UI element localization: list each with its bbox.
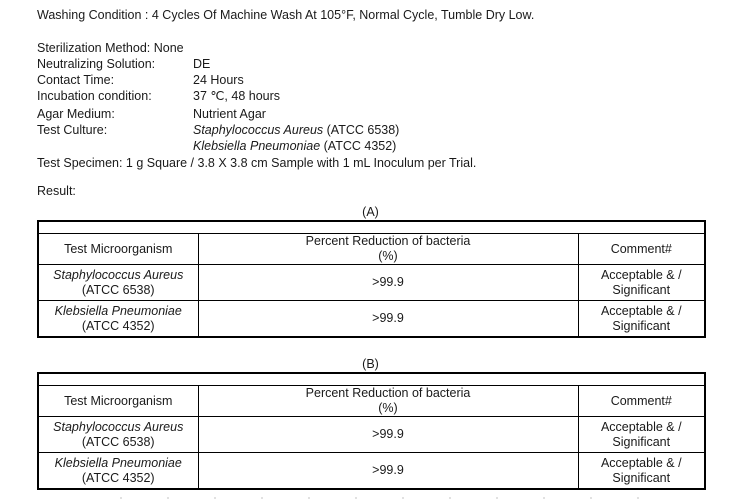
col-header-comment: Comment# — [578, 234, 705, 265]
table-row — [38, 265, 705, 301]
strain-id: (ATCC 4352) — [81, 470, 155, 485]
microorganism-cell — [38, 301, 198, 338]
result-section-a — [37, 196, 704, 338]
test-specimen-text: Test Specimen: 1 g Square / 3.8 X 3.8 cm Sample with 1 mL Inoculum per Trial. — [37, 156, 477, 170]
organism-name: Klebsiella Pneumoniae — [54, 455, 182, 470]
test-culture-value — [193, 122, 399, 138]
result-section-b — [37, 350, 704, 490]
test-conditions-block — [37, 40, 476, 171]
param-label-empty — [37, 138, 193, 154]
blank-cell — [38, 373, 705, 386]
param-value: 24 Hours — [193, 73, 244, 87]
param-label: Incubation condition: — [37, 89, 152, 103]
reduction-cell: >99.9 — [198, 417, 578, 453]
col-header-reduction — [198, 234, 578, 265]
strain-id: (ATCC 6538) — [81, 282, 155, 297]
param-row-agar-medium — [37, 106, 476, 122]
comment-line1: Acceptable & / — [600, 455, 682, 470]
strain-id: (ATCC 6538) — [323, 123, 400, 137]
param-label: Neutralizing Solution: — [37, 57, 156, 71]
reduction-cell: >99.9 — [198, 265, 578, 301]
comment-cell — [578, 417, 705, 453]
comment-line1: Acceptable & / — [600, 419, 682, 434]
organism-name: Staphylococcus Aureus — [193, 123, 324, 137]
clipped-next-line-remnant — [120, 497, 680, 499]
result-label: Result: — [37, 184, 76, 198]
param-label: Agar Medium: — [37, 107, 115, 121]
col-header-reduction-line2: (%) — [378, 401, 398, 415]
col-header-microorganism: Test Microorganism — [38, 386, 198, 417]
table-row — [38, 301, 705, 338]
table-row — [38, 453, 705, 490]
comment-line2: Significant — [612, 318, 671, 333]
param-row-test-culture — [37, 122, 476, 138]
table-blank-row — [38, 373, 705, 386]
comment-cell — [578, 453, 705, 490]
comment-line1: Acceptable & / — [600, 303, 682, 318]
strain-id: (ATCC 4352) — [320, 139, 397, 153]
col-header-reduction-line2: (%) — [378, 249, 398, 263]
col-header-microorganism: Test Microorganism — [38, 234, 198, 265]
result-table-b — [37, 372, 706, 490]
organism-name: Klebsiella Pneumoniae — [54, 303, 182, 318]
organism-name: Staphylococcus Aureus — [53, 419, 184, 434]
param-row-test-culture-2 — [37, 138, 476, 154]
blank-cell — [38, 221, 705, 234]
comment-cell — [578, 265, 705, 301]
param-row-neutralizing-solution — [37, 56, 476, 72]
col-header-reduction-line1: Percent Reduction of bacteria — [305, 234, 471, 248]
param-label: Test Culture: — [37, 123, 108, 137]
microorganism-cell — [38, 453, 198, 490]
col-header-comment: Comment# — [578, 386, 705, 417]
col-header-reduction-line1: Percent Reduction of bacteria — [305, 386, 471, 400]
param-row-incubation-condition — [37, 88, 476, 104]
reduction-cell: >99.9 — [198, 301, 578, 338]
organism-name: Klebsiella Pneumoniae — [193, 139, 321, 153]
organism-name: Staphylococcus Aureus — [53, 267, 184, 282]
sterilization-method-text: Sterilization Method: None — [37, 41, 184, 55]
comment-line2: Significant — [612, 282, 671, 297]
table-header-row — [38, 234, 705, 265]
microorganism-cell — [38, 417, 198, 453]
table-row — [38, 417, 705, 453]
comment-line2: Significant — [612, 470, 671, 485]
reduction-cell: >99.9 — [198, 453, 578, 490]
param-value: Nutrient Agar — [193, 107, 266, 121]
strain-id: (ATCC 4352) — [81, 318, 155, 333]
comment-line1: Acceptable & / — [600, 267, 682, 282]
result-table-a — [37, 220, 706, 338]
table-caption-a: (A) — [362, 205, 379, 219]
param-value: 37 ℃, 48 hours — [193, 89, 281, 103]
microorganism-cell — [38, 265, 198, 301]
table-header-row — [38, 386, 705, 417]
col-header-reduction — [198, 386, 578, 417]
table-caption-b: (B) — [362, 357, 379, 371]
param-row-contact-time — [37, 72, 476, 88]
washing-condition-text: Washing Condition : 4 Cycles Of Machine Wash At 105°F, Normal Cycle, Tumble Dry Low. — [37, 8, 535, 22]
param-value: DE — [193, 57, 211, 71]
comment-cell — [578, 301, 705, 338]
strain-id: (ATCC 6538) — [81, 434, 155, 449]
comment-line2: Significant — [612, 434, 671, 449]
test-culture-value — [193, 138, 396, 154]
param-label: Contact Time: — [37, 73, 115, 87]
table-blank-row — [38, 221, 705, 234]
